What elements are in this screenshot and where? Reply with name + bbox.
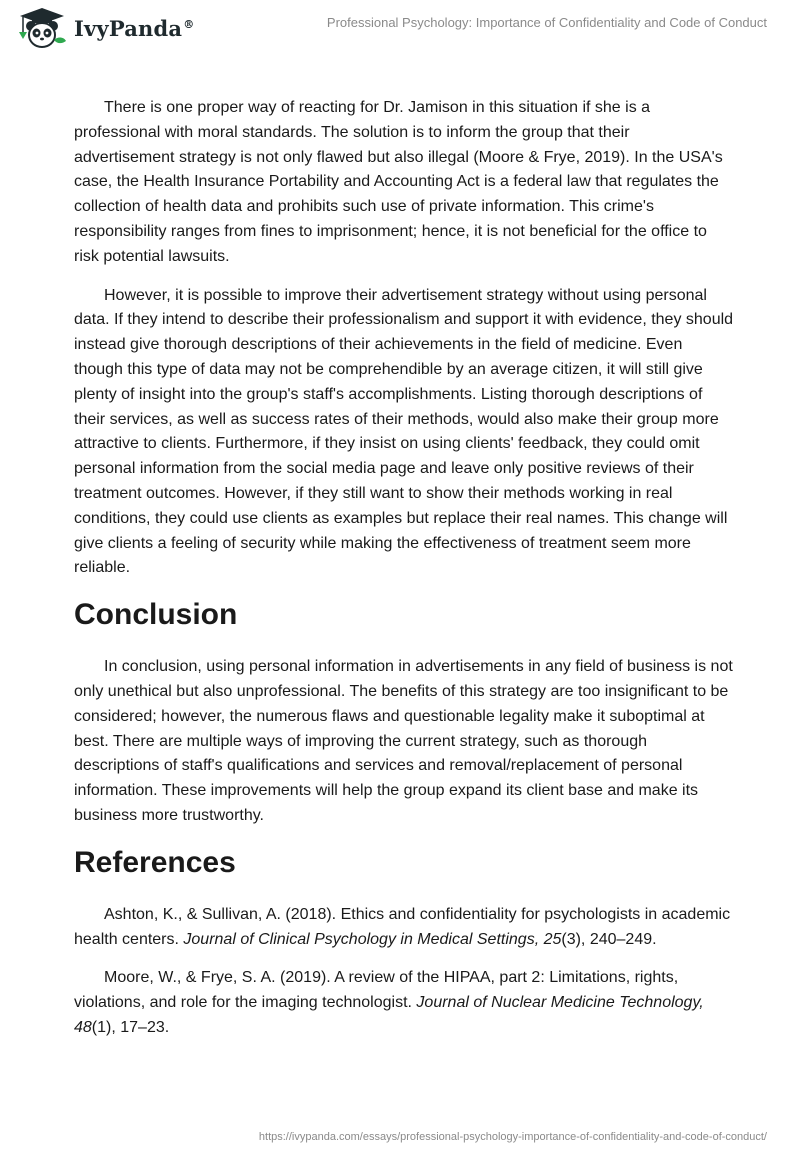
reference-item: Ashton, K., & Sullivan, A. (2018). Ethics and confidentiality for psychologists in academic health centers. Journal of Clinical Psychology in Medical Settings, 25(3), 240–249. bbox=[74, 905, 731, 948]
document-title: Professional Psychology: Importance of Confidentiality and Code of Conduct bbox=[326, 15, 767, 30]
page-header bbox=[0, 0, 800, 60]
ivypanda-logo[interactable] bbox=[14, 6, 194, 50]
conclusion-paragraph: In conclusion, using personal information in advertisements in any field of business is not only unethical but also unprofessional. The benefits of this strategy are too insignificant to be considered; however, the numerous flaws and questionable legality make it suboptimal at best. There are multiple ways of improving the current strategy, such as thorough descriptions of staff's qualifications and services and removal/replacement of personal information. These improvements will help the group expand its client base and make its business more trustworthy. bbox=[74, 658, 733, 824]
references-heading: References bbox=[74, 845, 236, 879]
conclusion-heading: Conclusion bbox=[74, 598, 238, 632]
reference-item: Moore, W., & Frye, S. A. (2019). A review of the HIPAA, part 2: Limitations, rights, violations, and role for the imaging technologist. Journal of Nuclear Medicine Technology, 48(1), 17–23. bbox=[74, 969, 704, 1036]
reference-journal: Journal of Nuclear Medicine Technology, 48 bbox=[74, 994, 704, 1036]
body-paragraph-1: There is one proper way of reacting for Dr. Jamison in this situation if she is a professional with moral standards. The solution is to inform the group that their advertisement strategy is not only flawed but also illegal (Moore & Frye, 2019). In the USA's case, the Health Insurance Portability and Accounting Act is a federal law that regulates the collection of health data and prohibits such use of private information. This crime's responsibility ranges from fines to imprisonment; hence, it is not beneficial for the office to risk potential lawsuits. bbox=[74, 99, 723, 265]
body-paragraph-2: However, it is possible to improve their advertisement strategy without using personal data. If they intend to describe their professionalism and support it with evidence, they should instead give thorough descriptions of their achievements in the field of medicine. Even though this type of data may not be comprehendible by an average citizen, it will still give plenty of insight into the group's staff's accomplishments. Listing thorough descriptions of their services, as well as success rates of their methods, would also make their group more attractive to clients. Furthermore, if they insist on using clients' feedback, they could omit personal information from the social media page and leave only positive reviews of their treatment outcomes. However, if they still want to show their methods working in real conditions, they could use clients as examples but replace their real names. This change will give clients a feeling of security while making the effectiveness of treatment seem more reliable. bbox=[74, 286, 734, 577]
brand-name: IvyPanda® bbox=[74, 15, 195, 41]
source-url[interactable]: https://ivypanda.com/essays/professional-psychology-importance-of-confidentiality-and-code-of-conduct/ bbox=[258, 1131, 767, 1143]
reference-journal: Journal of Clinical Psychology in Medical Settings, 25 bbox=[183, 930, 562, 948]
essay-content bbox=[74, 96, 734, 1055]
panda-graduate-icon bbox=[14, 6, 70, 50]
